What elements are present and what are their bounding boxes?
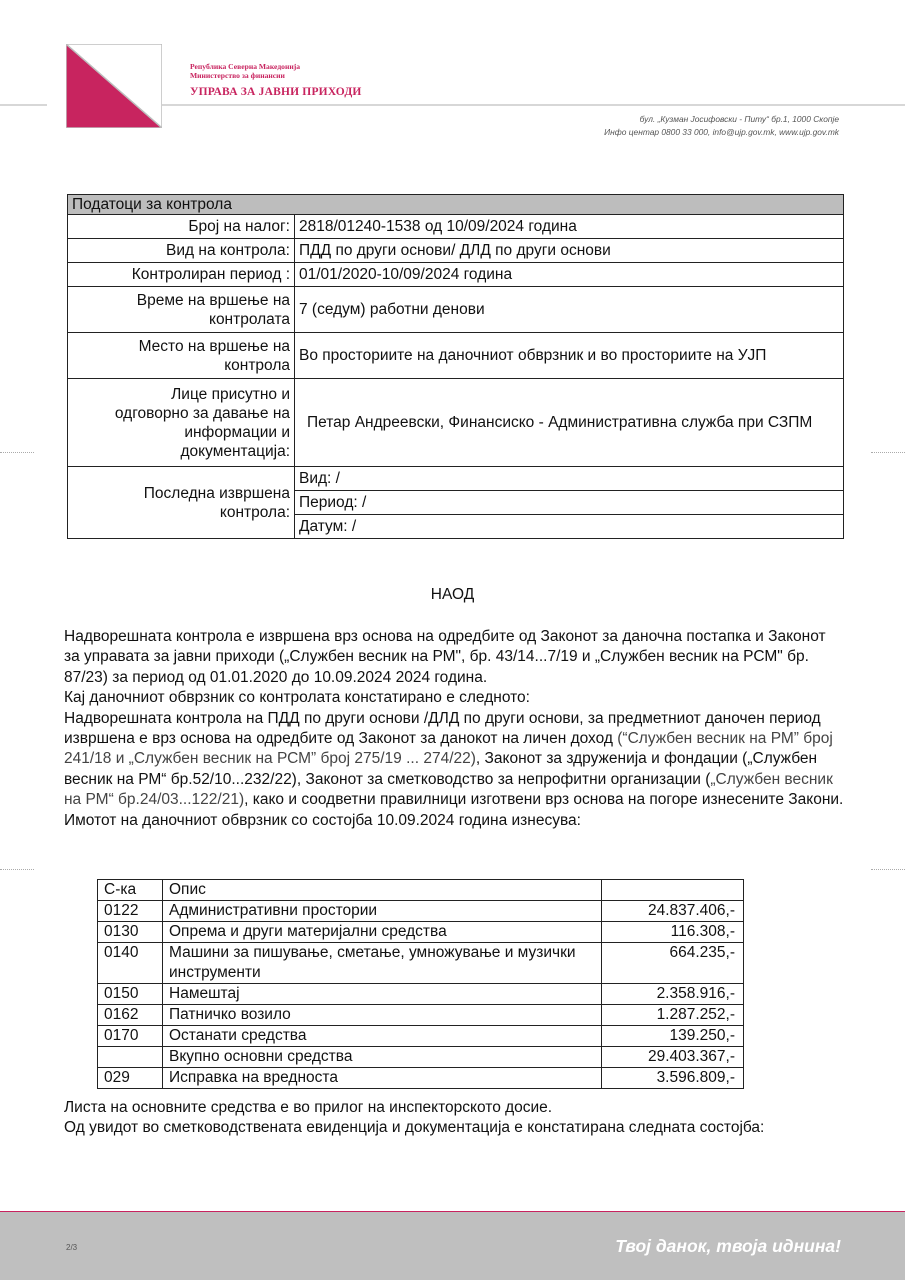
ujp-logo-icon xyxy=(66,44,162,128)
table-row xyxy=(98,901,744,922)
asset-code: 0150 xyxy=(98,984,163,1005)
page-number: 2/3 xyxy=(66,1243,78,1252)
asset-code: 0140 xyxy=(98,943,163,984)
asset-description: Административни простории xyxy=(163,901,602,922)
column-header-code: С-ка xyxy=(98,880,163,901)
asset-code: 0170 xyxy=(98,1026,163,1047)
last-control-period: Период: / xyxy=(295,491,844,515)
table-row xyxy=(98,1068,744,1089)
finding-title: НАОД xyxy=(430,586,475,603)
margin-mark-left xyxy=(0,869,34,870)
address-line: бул. „Кузман Јосифовски - Питу“ бр.1, 1000 Скопје xyxy=(639,114,839,124)
responsible-person-value: Петар Андреевски, Финансиско - Административна служба при СЗПМ xyxy=(295,379,844,467)
asset-code: 029 xyxy=(98,1068,163,1089)
address-block xyxy=(604,113,839,139)
control-duration-label: Време на вршење на контролата xyxy=(68,287,295,333)
header-rule xyxy=(162,104,905,106)
control-period-label: Контролиран период : xyxy=(68,263,295,287)
finding-paragraph-intro: Кај даночниот обврзник со контролата констатирано е следното: xyxy=(64,689,530,707)
control-type-label: Вид на контрола: xyxy=(68,239,295,263)
asset-code: 0162 xyxy=(98,1005,163,1026)
table-row xyxy=(98,922,744,943)
assets-table xyxy=(97,879,744,1089)
asset-description: Патничко возило xyxy=(163,1005,602,1026)
accounting-review-note: Од увидот во сметководствената евиденција и документација е констатирана следната состојба: xyxy=(64,1119,765,1137)
control-place-value: Во просториите на даночниот обврзник и во просториите на УЈП xyxy=(295,333,844,379)
control-duration-value: 7 (седум) работни денови xyxy=(295,287,844,333)
asset-code: 0130 xyxy=(98,922,163,943)
responsible-person-label: Лице присутно и одговорно за давање на информации и документација: xyxy=(68,379,295,467)
asset-amount: 2.358.916,- xyxy=(602,984,744,1005)
asset-amount: 24.837.406,- xyxy=(602,901,744,922)
asset-code xyxy=(98,1047,163,1068)
org-country: Република Северна Македонија xyxy=(190,62,301,71)
last-control-type: Вид: / xyxy=(295,467,844,491)
finding-paragraph-laws: Надворешната контрола на ПДД по други основи /ДЛД по други основи, за предметниот даночен период извршена е врз основа на одредбите од Законот за данокот на личен доход (“Службен весник на РМ” број 241/18 и „Службен весник на РСМ” број 275/19 ... 274/22), Законот за здруженија и фондации („Службен весник на РМ“ бр.52/10...232/22), Законот за сметководство за непрофитни организации („Службен весник на РМ“ бр.24/03...122/21), како и соодветни правилници изготвени врз основа на погоре изнесените Закони. xyxy=(64,709,844,809)
order-number-value: 2818/01240-1538 од 10/09/2024 година xyxy=(295,215,844,239)
control-place-label: Место на вршење на контрола xyxy=(68,333,295,379)
finding-paragraph-legal-basis: Надворешната контрола е извршена врз основа на одредбите од Законот за даночна постапка и Законот за управата за јавни приходи („Службен весник на РМ", бр. 43/14...7/19 и „Службен весник на РСМ" бр. 87/23) за период од 01.01.2020 до 10.09.2024 2024 година. xyxy=(64,628,826,686)
control-data-table xyxy=(67,194,844,539)
asset-description: Машини за пишување, сметање, умножување и музички инструменти xyxy=(163,943,602,984)
asset-amount: 3.596.809,- xyxy=(602,1068,744,1089)
assets-header-row xyxy=(98,880,744,901)
column-header-description: Опис xyxy=(163,880,602,901)
org-agency: УПРАВА ЗА ЈАВНИ ПРИХОДИ xyxy=(190,86,362,98)
table-row xyxy=(98,1005,744,1026)
table-row xyxy=(98,1026,744,1047)
footer-slogan: Твој данок, твоја иднина! xyxy=(615,1236,841,1256)
organization-name xyxy=(190,62,362,98)
table-row xyxy=(98,984,744,1005)
finding-paragraph-assets: Имотот на даночниот обврзник со состојба 10.09.2024 година изнесува: xyxy=(64,811,581,829)
control-type-value: ПДД по други основи/ ДЛД по други основи xyxy=(295,239,844,263)
asset-description: Опрема и други материјални средства xyxy=(163,922,602,943)
asset-description: Намештај xyxy=(163,984,602,1005)
asset-amount: 116.308,- xyxy=(602,922,744,943)
asset-description: Останати средства xyxy=(163,1026,602,1047)
order-number-label: Број на налог: xyxy=(68,215,295,239)
asset-description: Вкупно основни средства xyxy=(163,1047,602,1068)
margin-mark-left xyxy=(0,452,34,453)
asset-code: 0122 xyxy=(98,901,163,922)
last-control-date: Датум: / xyxy=(295,515,844,539)
header-rule-left xyxy=(0,104,47,106)
org-ministry: Министерство за финансии xyxy=(190,71,285,80)
asset-amount: 29.403.367,- xyxy=(602,1047,744,1068)
contact-line: Инфо центар 0800 33 000, info@ujp.gov.mk, www.ujp.gov.mk xyxy=(604,127,839,137)
control-table-header: Податоци за контрола xyxy=(68,195,844,215)
asset-amount: 664.235,- xyxy=(602,943,744,984)
control-period-value: 01/01/2020-10/09/2024 година xyxy=(295,263,844,287)
finding-body xyxy=(64,627,844,831)
asset-amount: 139.250,- xyxy=(602,1026,744,1047)
margin-mark-right xyxy=(871,869,905,870)
last-control-label: Последна извршена контрола: xyxy=(68,467,295,539)
assets-list-note: Листа на основните средства е во прилог на инспекторското досие. xyxy=(64,1099,553,1116)
margin-mark-right xyxy=(871,452,905,453)
after-table-text xyxy=(64,1098,844,1139)
column-header-amount xyxy=(602,880,744,901)
asset-amount: 1.287.252,- xyxy=(602,1005,744,1026)
asset-description: Исправка на вредноста xyxy=(163,1068,602,1089)
table-row-total xyxy=(98,1047,744,1068)
table-row xyxy=(98,943,744,984)
